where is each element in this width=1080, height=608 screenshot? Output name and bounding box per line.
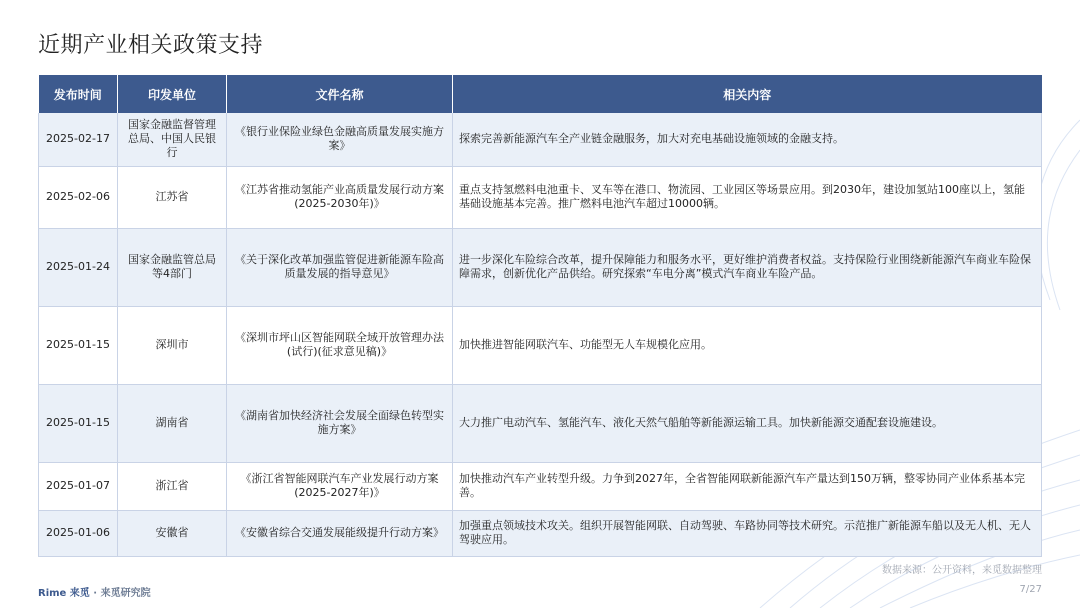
cell-date: 2025-01-07 — [39, 462, 118, 510]
cell-content: 探索完善新能源汽车全产业链金融服务，加大对充电基础设施领域的金融支持。 — [453, 113, 1042, 166]
header-content: 相关内容 — [453, 75, 1042, 113]
cell-issuer: 安徽省 — [118, 510, 227, 556]
policy-table — [38, 75, 1042, 557]
data-source-note: 数据来源：公开资料，来觅数据整理 — [882, 565, 1042, 576]
cell-date: 2025-01-06 — [39, 510, 118, 556]
table-header-row — [39, 75, 1042, 113]
cell-date: 2025-01-24 — [39, 228, 118, 306]
cell-content: 加快推进智能网联汽车、功能型无人车规模化应用。 — [453, 306, 1042, 384]
cell-issuer: 国家金融监管总局等4部门 — [118, 228, 227, 306]
header-issuer: 印发单位 — [118, 75, 227, 113]
table-row — [39, 166, 1042, 228]
cell-document: 《安徽省综合交通发展能级提升行动方案》 — [227, 510, 453, 556]
page-number: 7/27 — [1019, 584, 1042, 595]
brand-name-cn: 来觅研究院 — [100, 588, 151, 599]
cell-issuer: 深圳市 — [118, 306, 227, 384]
cell-document: 《关于深化改革加强监管促进新能源车险高质量发展的指导意见》 — [227, 228, 453, 306]
cell-content: 大力推广电动汽车、氢能汽车、液化天然气船舶等新能源运输工具。加快新能源交通配套设施建设。 — [453, 384, 1042, 462]
table-row — [39, 228, 1042, 306]
cell-content: 进一步深化车险综合改革，提升保障能力和服务水平，更好维护消费者权益。支持保险行业围绕新能源汽车商业车险保障需求，创新优化产品供给。研究探索“车电分离”模式汽车商业车险产品。 — [453, 228, 1042, 306]
table-row — [39, 510, 1042, 556]
table-row — [39, 462, 1042, 510]
cell-date: 2025-01-15 — [39, 306, 118, 384]
cell-content: 加强重点领域技术攻关。组织开展智能网联、自动驾驶、车路协同等技术研究。示范推广新能源车船以及无人机、无人驾驶应用。 — [453, 510, 1042, 556]
table-row — [39, 113, 1042, 166]
header-document: 文件名称 — [227, 75, 453, 113]
page-title: 近期产业相关政策支持 — [38, 33, 264, 58]
cell-date: 2025-01-15 — [39, 384, 118, 462]
cell-document: 《湖南省加快经济社会发展全面绿色转型实施方案》 — [227, 384, 453, 462]
brand-name-en: Rime 来觅 — [38, 588, 90, 599]
cell-date: 2025-02-06 — [39, 166, 118, 228]
header-date: 发布时间 — [39, 75, 118, 113]
table-row — [39, 384, 1042, 462]
cell-issuer: 湖南省 — [118, 384, 227, 462]
cell-content: 重点支持氢燃料电池重卡、叉车等在港口、物流园、工业园区等场景应用。到2030年，建设加氢站100座以上，氢能基础设施基本完善。推广燃料电池汽车超过10000辆。 — [453, 166, 1042, 228]
cell-issuer: 国家金融监督管理总局、中国人民银行 — [118, 113, 227, 166]
cell-content: 加快推动汽车产业转型升级。力争到2027年，全省智能网联新能源汽车产量达到150万辆，整零协同产业体系基本完善。 — [453, 462, 1042, 510]
cell-document: 《银行业保险业绿色金融高质量发展实施方案》 — [227, 113, 453, 166]
cell-document: 《浙江省智能网联汽车产业发展行动方案(2025-2027年)》 — [227, 462, 453, 510]
cell-issuer: 浙江省 — [118, 462, 227, 510]
cell-document: 《深圳市坪山区智能网联全域开放管理办法(试行)(征求意见稿)》 — [227, 306, 453, 384]
table-row — [39, 306, 1042, 384]
cell-issuer: 江苏省 — [118, 166, 227, 228]
cell-document: 《江苏省推动氢能产业高质量发展行动方案(2025-2030年)》 — [227, 166, 453, 228]
cell-date: 2025-02-17 — [39, 113, 118, 166]
brand-logo — [38, 584, 151, 599]
brand-separator: · — [93, 588, 98, 599]
